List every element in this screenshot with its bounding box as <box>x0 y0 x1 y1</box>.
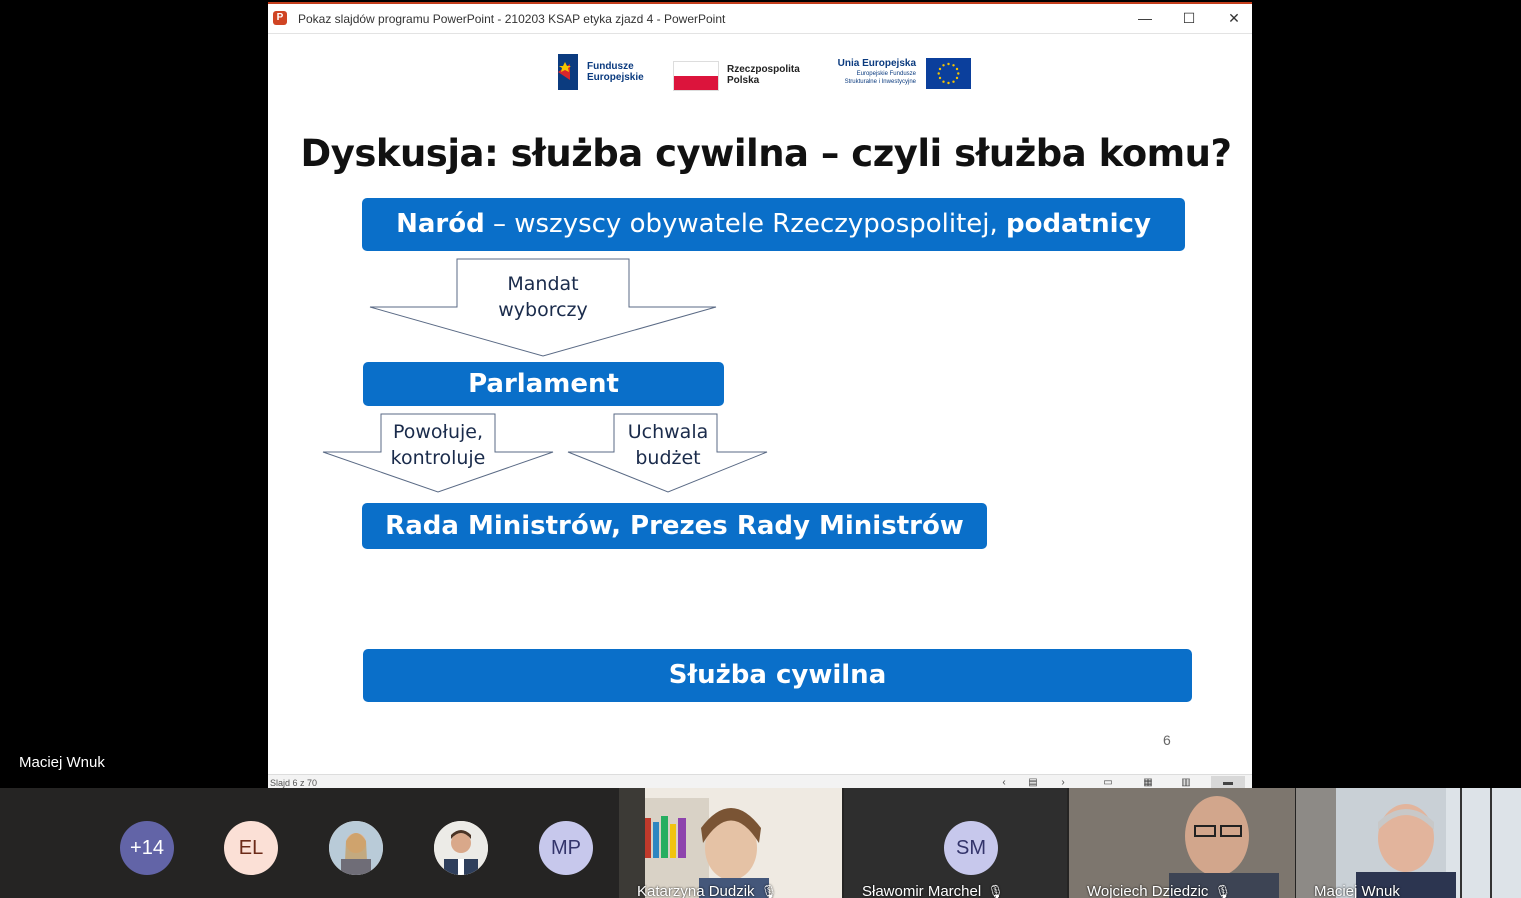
participant-name: Maciej Wnuk <box>1314 883 1400 898</box>
mic-off-icon: 🎙 <box>987 884 1004 898</box>
narod-bold2: podatnicy <box>1006 209 1151 239</box>
sluzba-cywilna-box: Służba cywilna <box>363 649 1192 702</box>
mic-off-icon: 🎙 <box>760 884 778 898</box>
video-tile[interactable] <box>1296 788 1521 898</box>
prev-slide-icon[interactable]: ‹ <box>1002 777 1006 788</box>
rzeczpospolita-text: Rzeczpospolita Polska <box>727 64 800 86</box>
more-participants-button[interactable]: +14 <box>120 821 174 875</box>
video-tile[interactable] <box>844 788 1067 898</box>
window-title: Pokaz slajdów programu PowerPoint - 210203 KSAP etyka zjazd 4 - PowerPoint <box>298 12 726 26</box>
next-slide-icon[interactable]: › <box>1061 777 1065 788</box>
participant-avatar-mp[interactable]: MP <box>539 821 593 875</box>
slide-counter: Slajd 6 z 70 <box>270 778 318 788</box>
participant-avatar-photo[interactable] <box>434 821 488 875</box>
participant-avatar-photo[interactable] <box>329 821 383 875</box>
arrow-label-mandat: Mandat wyborczy <box>498 273 588 321</box>
slide-6[interactable] <box>268 34 1252 774</box>
arrow-label-uchwala: Uchwala budżet <box>627 421 709 469</box>
fundusze-europejskie-text: Fundusze Europejskie <box>587 61 644 83</box>
presenter-name: Maciej Wnuk <box>19 754 105 771</box>
parlament-box: Parlament <box>363 362 724 406</box>
window-titlebar <box>268 4 1252 34</box>
narod-bold: Naród <box>396 209 485 239</box>
maximize-button[interactable]: ☐ <box>1182 10 1196 26</box>
reading-view-icon[interactable]: ▥ <box>1181 777 1191 788</box>
minimize-button[interactable]: — <box>1138 10 1152 26</box>
slide-menu-icon[interactable]: ▤ <box>1028 777 1038 788</box>
participant-gallery <box>0 788 1521 898</box>
video-tile[interactable] <box>619 788 842 898</box>
slideshow-view-icon[interactable]: ▬ <box>1211 776 1245 790</box>
participant-avatar-el[interactable]: EL <box>224 821 278 875</box>
powerpoint-window <box>268 2 1252 788</box>
rada-ministrow-box: Rada Ministrów, Prezes Rady Ministrów <box>362 503 987 549</box>
slide-number: 6 <box>1163 732 1171 748</box>
sorter-view-icon[interactable]: ▦ <box>1143 777 1153 788</box>
participant-name: Katarzyna Dudzik 🎙 <box>637 883 778 898</box>
video-tile[interactable] <box>1069 788 1295 898</box>
slide-title: Dyskusja: służba cywilna – czyli służba komu? <box>300 132 1232 175</box>
normal-view-icon[interactable]: ▭ <box>1103 777 1113 788</box>
participant-name: Sławomir Marchel 🎙 <box>862 883 1004 898</box>
narod-text: – wszyscy obywatele Rzeczypospolitej, <box>484 209 1007 239</box>
close-button[interactable]: ✕ <box>1228 10 1240 26</box>
powerpoint-icon: P <box>273 11 287 25</box>
participant-avatar-sm: SM <box>944 821 998 875</box>
arrow-label-powoluje: Powołuje, kontroluje <box>390 421 486 469</box>
mic-off-icon: 🎙 <box>1214 884 1231 898</box>
participant-name: Wojciech Dziedzic 🎙 <box>1087 883 1231 898</box>
eu-text: Unia Europejska Europejskie Fundusze Strukturalne i Inwestycyjne <box>837 58 916 85</box>
